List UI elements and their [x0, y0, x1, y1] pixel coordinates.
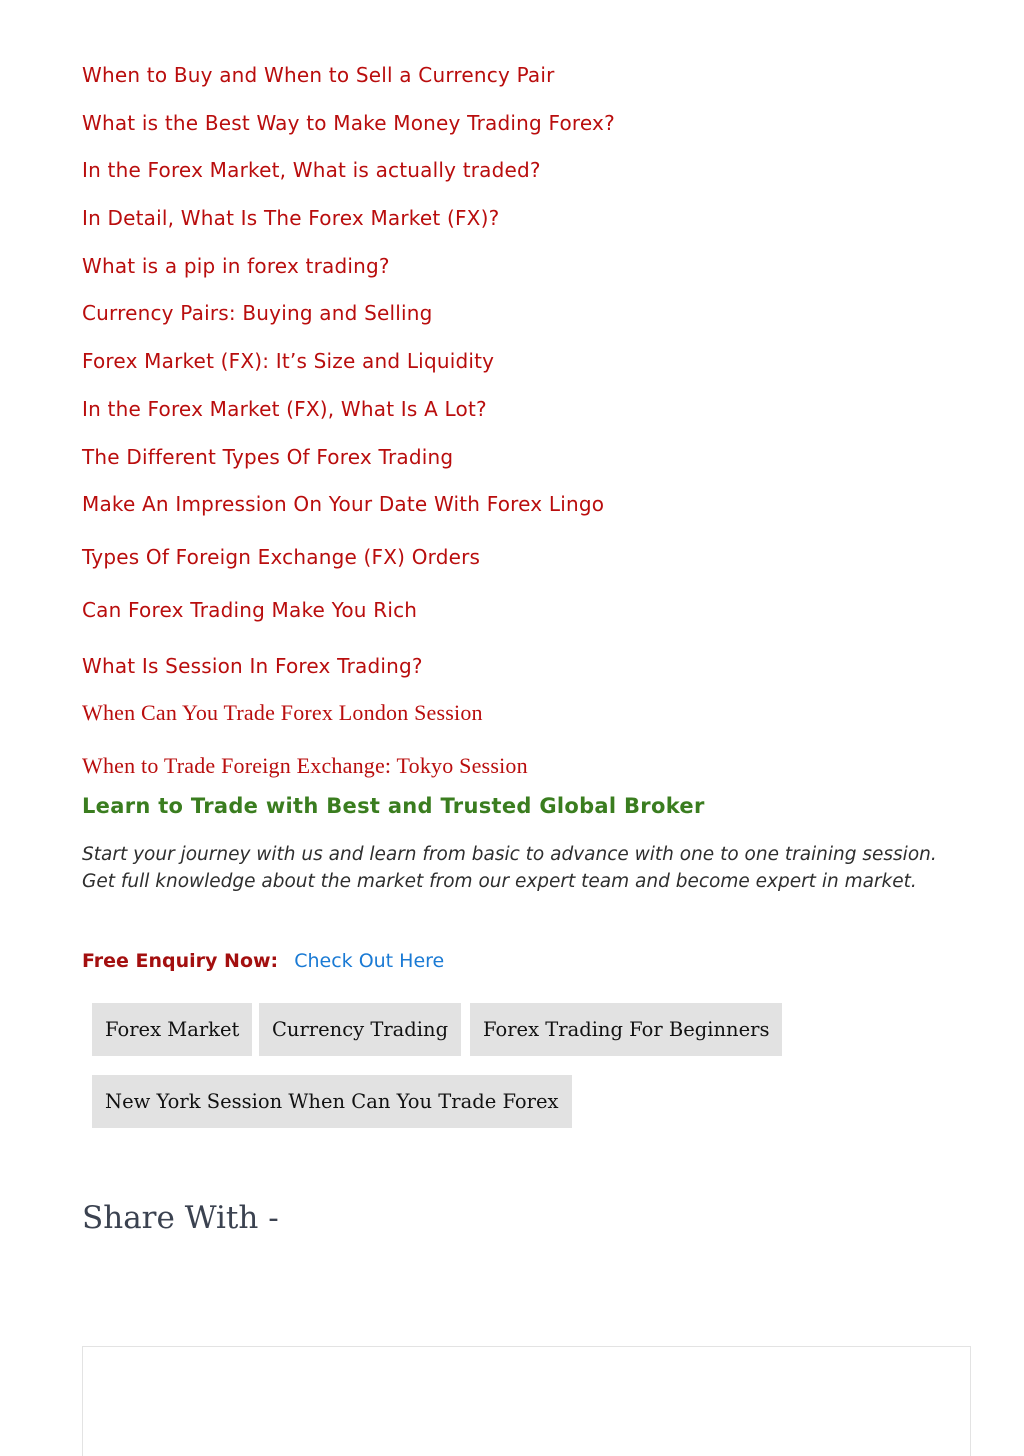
related-link-what-is-lot[interactable]: In the Forex Market (FX), What Is A Lot? — [82, 397, 487, 421]
related-link-buy-sell-currency-pair[interactable]: When to Buy and When to Sell a Currency Pair — [82, 63, 555, 87]
related-link-what-is-traded[interactable]: In the Forex Market, What is actually traded? — [82, 158, 541, 182]
related-link-currency-pairs[interactable]: Currency Pairs: Buying and Selling — [82, 301, 433, 325]
comment-box-border — [82, 1346, 971, 1456]
related-link-london-session[interactable]: When Can You Trade Forex London Session — [82, 700, 483, 725]
share-heading: Share With - — [82, 1200, 279, 1236]
related-link-size-liquidity[interactable]: Forex Market (FX): It’s Size and Liquidity — [82, 349, 495, 373]
check-out-here-link[interactable]: Check Out Here — [294, 950, 445, 972]
tag-currency-trading[interactable]: Currency Trading — [259, 1003, 461, 1056]
related-link-what-is-pip[interactable]: What is a pip in forex trading? — [82, 254, 390, 278]
promo-heading: Learn to Trade with Best and Trusted Global Broker — [82, 794, 705, 818]
tag-forex-trading-for-beginners[interactable]: Forex Trading For Beginners — [470, 1003, 782, 1056]
related-link-types-of-trading[interactable]: The Different Types Of Forex Trading — [82, 445, 454, 469]
related-link-forex-lingo[interactable]: Make An Impression On Your Date With Forex Lingo — [82, 492, 605, 516]
promo-text: Start your journey with us and learn from basic to advance with one to one training session. Get full knowledge about the market from our expert team and become expert in market. — [82, 844, 937, 892]
related-link-forex-market-detail[interactable]: In Detail, What Is The Forex Market (FX)? — [82, 206, 500, 230]
tag-forex-market[interactable]: Forex Market — [92, 1003, 252, 1056]
related-link-best-way-make-money[interactable]: What is the Best Way to Make Money Trading Forex? — [82, 111, 615, 135]
tag-new-york-session[interactable]: New York Session When Can You Trade Forex — [92, 1075, 572, 1128]
enquiry-label: Free Enquiry Now: — [82, 950, 279, 972]
related-link-what-is-session[interactable]: What Is Session In Forex Trading? — [82, 654, 423, 678]
related-link-fx-orders[interactable]: Types Of Foreign Exchange (FX) Orders — [82, 545, 481, 569]
enquiry-row — [82, 948, 444, 974]
related-link-make-you-rich[interactable]: Can Forex Trading Make You Rich — [82, 598, 418, 622]
related-link-tokyo-session[interactable]: When to Trade Foreign Exchange: Tokyo Session — [82, 753, 528, 778]
